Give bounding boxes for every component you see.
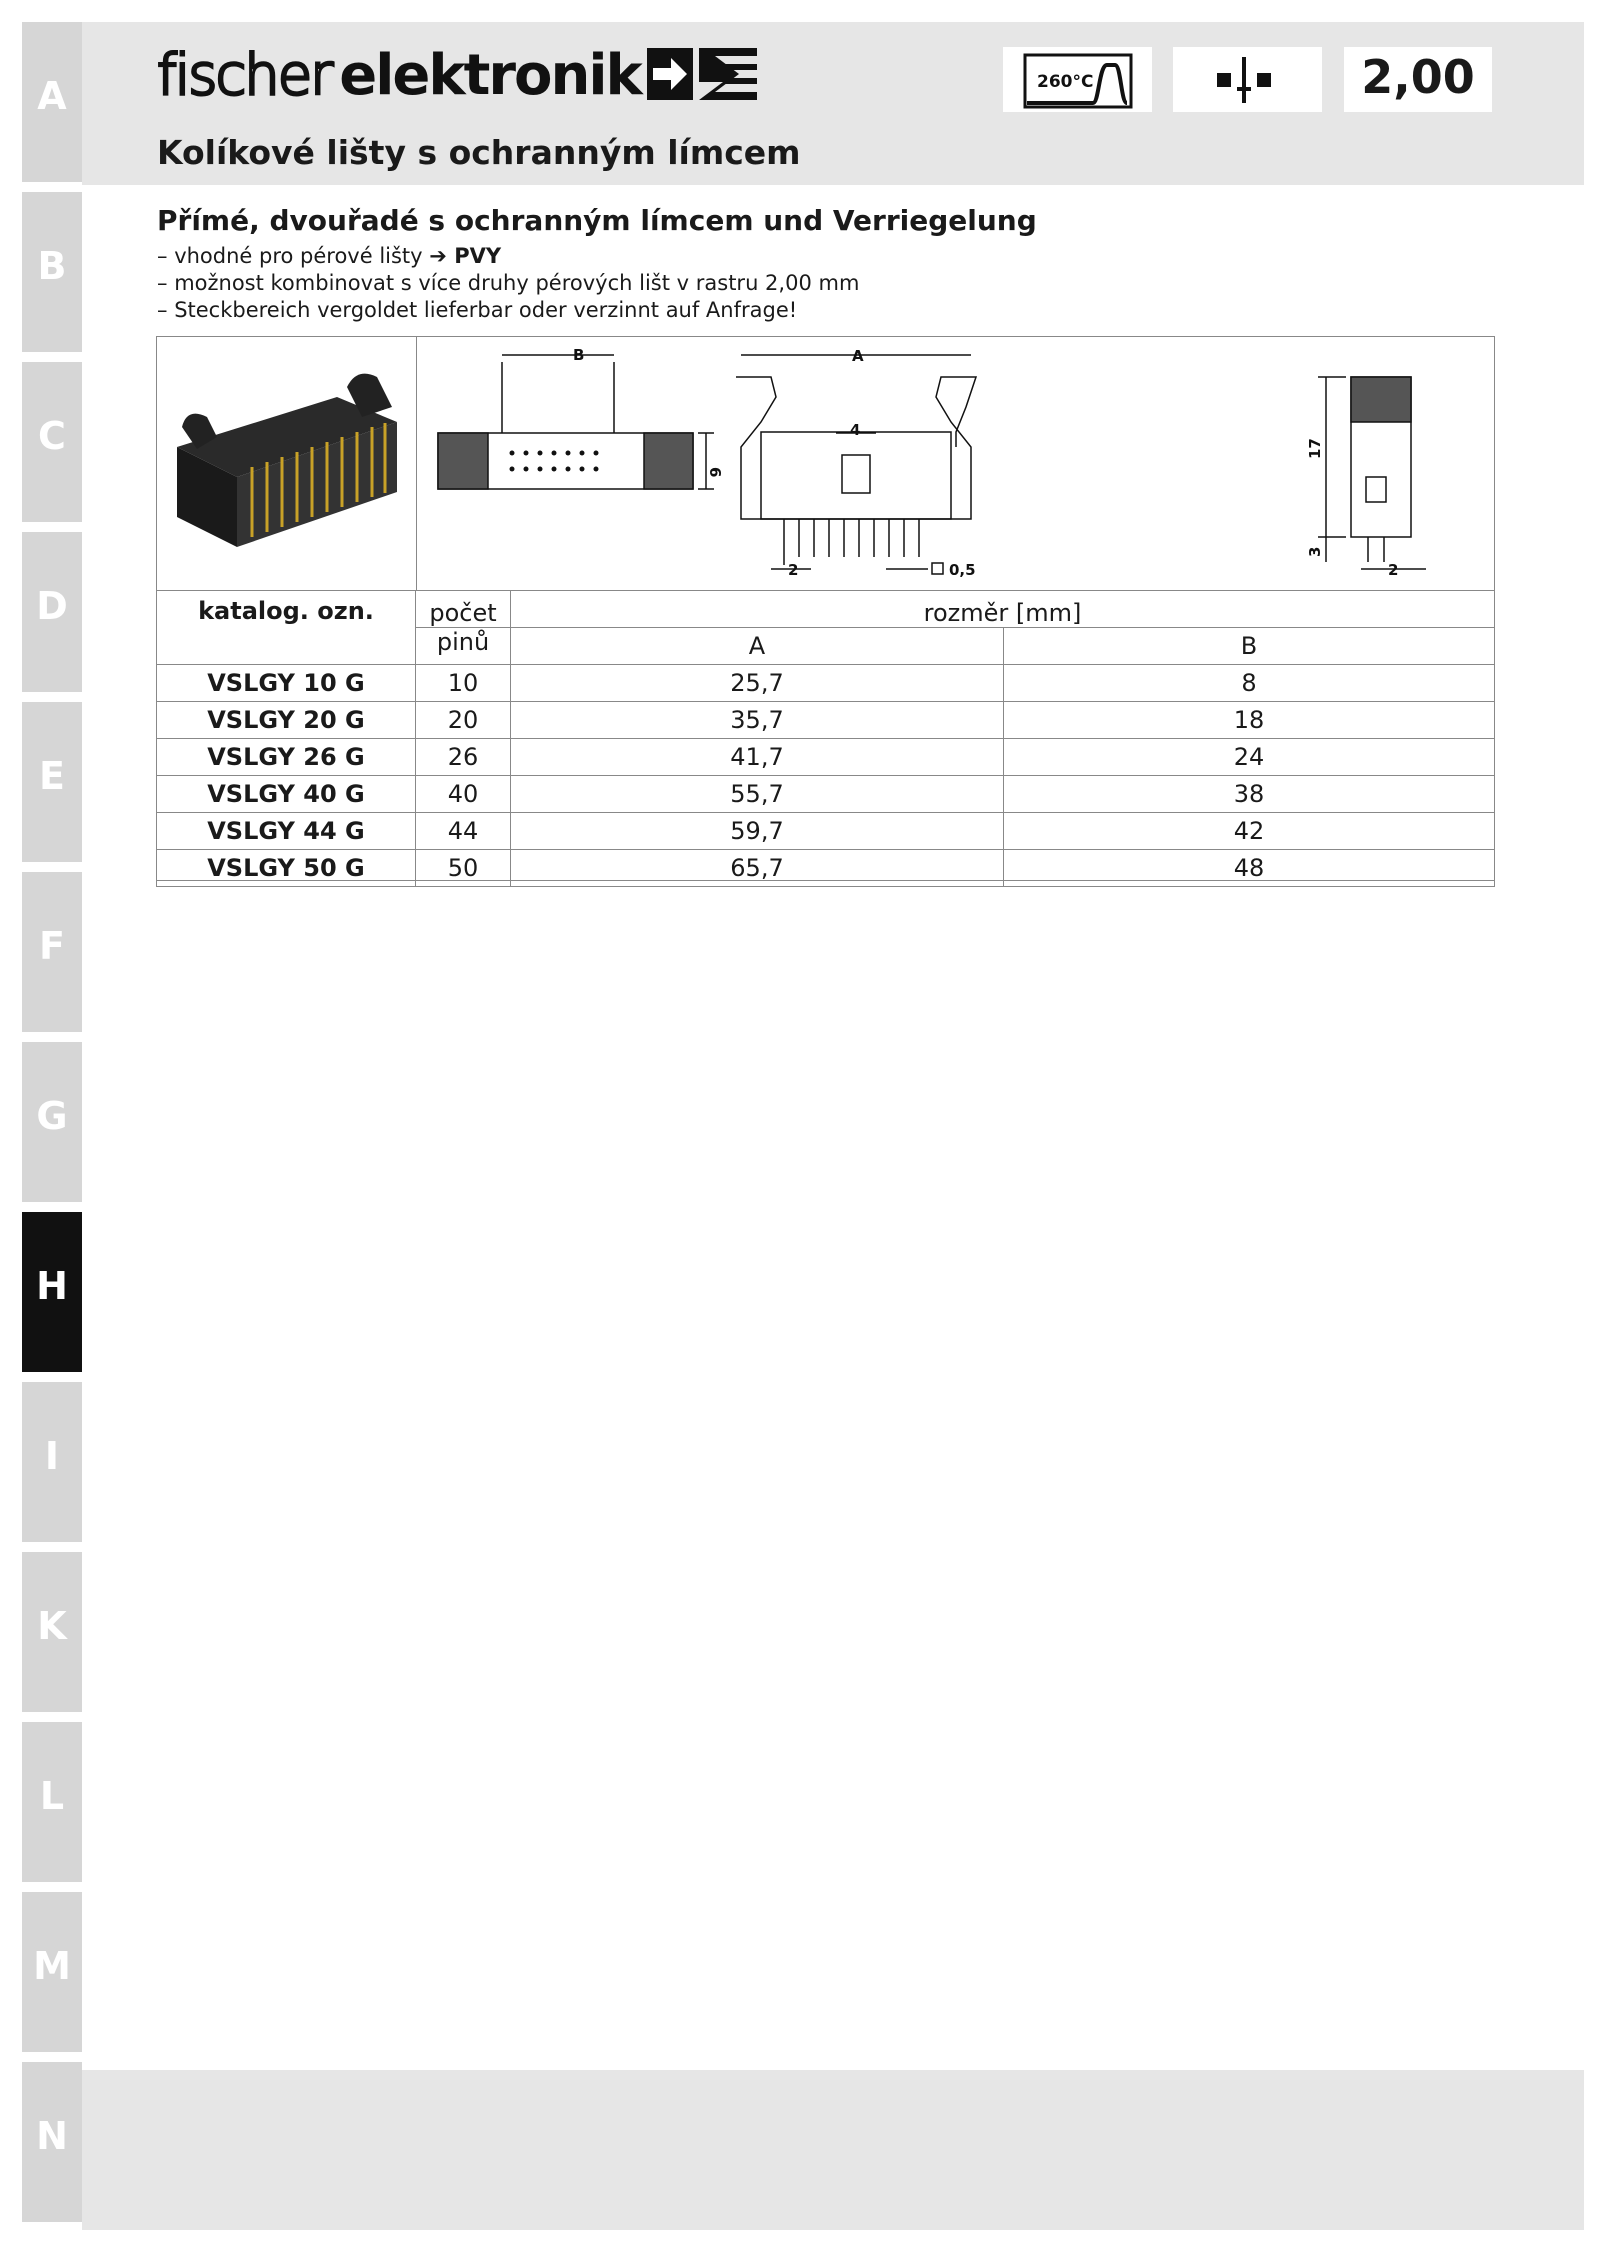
logo-arrow-icon [647,48,757,100]
svg-text:0,5: 0,5 [949,561,976,579]
svg-text:260°C: 260°C [1037,72,1094,92]
catalog-cell: VSLGY 26 G [157,739,416,776]
header-catalog: katalog. ozn. [157,591,416,665]
pins-cell: 44 [416,813,511,850]
feature-item: – Steckbereich vergoldet lieferbar oder verzinnt auf Anfrage! [157,297,859,324]
dim-a-cell: 55,7 [511,776,1004,813]
dim-b-cell: 38 [1004,776,1495,813]
svg-text:A: A [852,347,864,365]
dim-a-cell: 65,7 [511,850,1004,887]
tab-d[interactable]: D [22,532,82,692]
tab-l[interactable]: L [22,1722,82,1882]
table-row [157,665,1495,702]
svg-text:B: B [573,346,585,364]
catalog-cell: VSLGY 40 G [157,776,416,813]
table-header-row [157,591,1495,628]
footer-band [82,2070,1584,2230]
tab-i[interactable]: I [22,1382,82,1542]
feature-list [157,243,859,324]
svg-text:6: 6 [706,467,724,478]
tab-g[interactable]: G [22,1042,82,1202]
tab-h[interactable]: H [22,1212,82,1372]
catalog-cell: VSLGY 20 G [157,702,416,739]
table-row [157,776,1495,813]
product-subtitle: Přímé, dvouřadé s ochranným límcem und Verriegelung [157,204,1037,237]
product-photo [157,337,417,590]
technical-drawing [416,337,1494,590]
table-row [157,850,1495,887]
tab-m[interactable]: M [22,1892,82,2052]
page-title: Kolíkové lišty s ochranným límcem [157,133,801,172]
dim-a-cell: 35,7 [511,702,1004,739]
catalog-cell: VSLGY 50 G [157,850,416,887]
catalog-cell: VSLGY 44 G [157,813,416,850]
svg-text:2: 2 [788,561,799,579]
through-hole-icon [1173,47,1322,112]
specification-table [156,590,1495,887]
pins-cell: 20 [416,702,511,739]
top-view [438,355,714,489]
tab-b[interactable]: B [22,192,82,352]
dim-b-cell: 18 [1004,702,1495,739]
dim-b-cell: 8 [1004,665,1495,702]
table-row [157,739,1495,776]
tab-e[interactable]: E [22,702,82,862]
link-pvy[interactable]: PVY [454,244,502,268]
header-pins-1: počet [416,591,511,628]
side-view [1318,377,1426,569]
tab-f[interactable]: F [22,872,82,1032]
svg-text:4: 4 [850,421,861,439]
tab-n[interactable]: N [22,2062,82,2222]
dim-a-cell: 25,7 [511,665,1004,702]
dim-a-cell: 59,7 [511,813,1004,850]
header-dimensions: rozměr [mm] [511,591,1495,628]
dim-a-cell: 41,7 [511,739,1004,776]
brand-logo [157,44,757,106]
front-view [736,355,976,574]
header-dim-a: A [511,628,1004,665]
svg-text:2: 2 [1388,561,1399,579]
pins-cell: 26 [416,739,511,776]
pins-cell: 40 [416,776,511,813]
catalog-cell: VSLGY 10 G [157,665,416,702]
feature-item: – možnost kombinovat s více druhy pérových lišt v rastru 2,00 mm [157,270,859,297]
header-pins-2: pinů [416,628,511,665]
logo-elektronik: elektronik [339,43,641,108]
feature-item: – vhodné pro pérové lišty ➔ PVY [157,243,859,270]
table-row [157,702,1495,739]
svg-text:17: 17 [1306,438,1324,459]
tab-k[interactable]: K [22,1552,82,1712]
dim-b-cell: 24 [1004,739,1495,776]
pitch-label: 2,00 [1344,47,1492,112]
svg-text:3: 3 [1306,546,1324,557]
tab-a[interactable]: A [22,22,82,182]
table-row [157,813,1495,850]
dim-b-cell: 48 [1004,850,1495,887]
header-dim-b: B [1004,628,1495,665]
soldering-temp-icon [1003,47,1152,112]
pins-cell: 50 [416,850,511,887]
dim-b-cell: 42 [1004,813,1495,850]
pins-cell: 10 [416,665,511,702]
logo-fischer: fischer [157,43,332,108]
product-table [156,336,1495,881]
tab-c[interactable]: C [22,362,82,522]
